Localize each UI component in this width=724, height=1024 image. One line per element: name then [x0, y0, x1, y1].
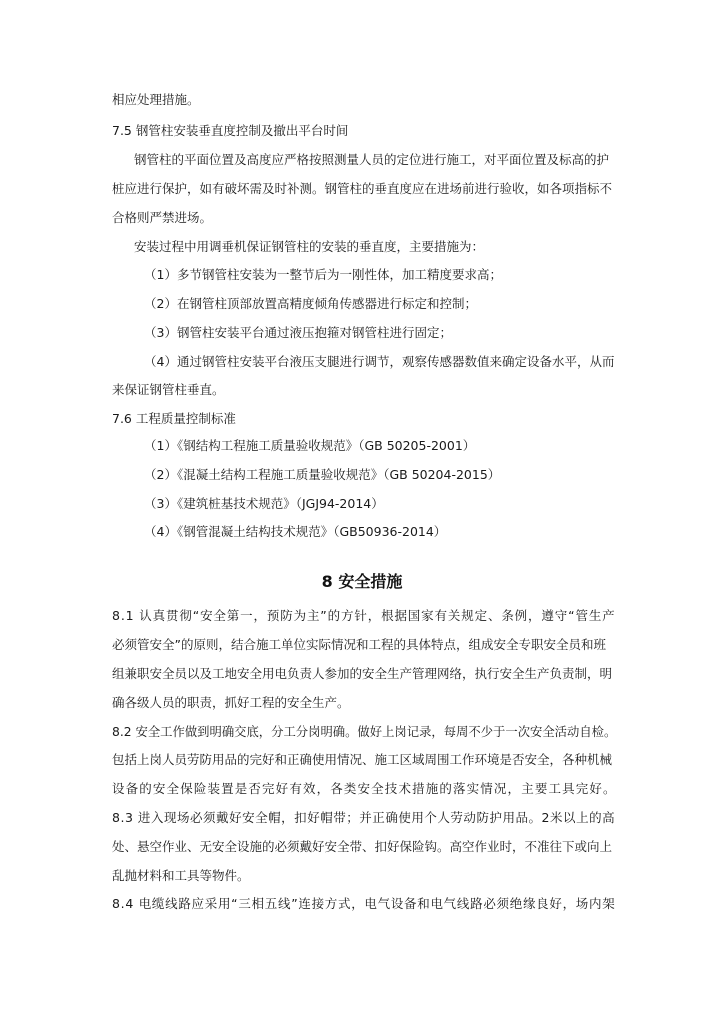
list-item: （2）《混凝土结构工程施工质量验收规范》（GB 50204-2015） [144, 467, 501, 482]
paragraph-line: 8.4 电缆线路应采用“三相五线”连接方式，电气设备和电气线路必须绝缘良好，场内架 [112, 896, 616, 911]
paragraph-line: 处、悬空作业、无安全设施的必须戴好安全带、扣好保险钩。高空作业时，不准往下或向上 [112, 839, 613, 854]
chapter-title: 8 安全措施 [321, 572, 403, 591]
paragraph-line: 8.1 认真贯彻“安全第一，预防为主”的方针，根据国家有关规定、条例，遵守“管生产 [112, 608, 616, 623]
paragraph-line: 桩应进行保护，如有破坏需及时补测。钢管柱的垂直度应在进场前进行验收，如各项指标不 [112, 181, 613, 196]
list-item: （4）通过钢管柱安装平台液压支腿进行调节，观察传感器数值来确定设备水平，从而 [144, 354, 615, 369]
list-item: （1）《钢结构工程施工质量验收规范》（GB 50205-2001） [144, 438, 476, 453]
paragraph-line: 乱抛材料和工具等物件。 [112, 868, 250, 883]
paragraph-line: 8.3 进入现场必须戴好安全帽，扣好帽带；并正确使用个人劳动防护用品。2米以上的高 [112, 810, 616, 825]
paragraph-line: 必须管安全”的原则，结合施工单位实际情况和工程的具体特点，组成安全专职安全员和班 [112, 637, 606, 652]
paragraph-line: 钢管柱的平面位置及高度应严格按照测量人员的定位进行施工，对平面位置及标高的护 [134, 152, 610, 167]
list-item: （2）在钢管柱顶部放置高精度倾角传感器进行标定和控制； [144, 296, 477, 311]
paragraph-line: 相应处理措施。 [112, 92, 200, 107]
list-item: （3）《建筑桩基技术规范》（JGJ94-2014） [144, 496, 384, 511]
paragraph-line: 组兼职安全员以及工地安全用电负责人参加的安全生产管理网络，执行安全生产负责制，明 [112, 666, 613, 681]
section-heading-7-5: 7.5 钢管柱安装垂直度控制及撤出平台时间 [112, 123, 349, 138]
paragraph-line: 包括上岗人员劳防用品的完好和正确使用情况、施工区域周围工作环境是否安全，各种机械 [112, 752, 613, 767]
list-item: （4）《钢管混凝土结构技术规范》（GB50936-2014） [144, 524, 447, 539]
paragraph-line: 8.2 安全工作做到明确交底，分工分岗明确。做好上岗记录，每周不少于一次安全活动自检。 [112, 725, 617, 739]
paragraph-line: 合格则严禁进场。 [112, 210, 213, 225]
paragraph-line: 设备的安全保险装置是否完好有效，各类安全技术措施的落实情况，主要工具完好。 [112, 781, 617, 796]
list-item: （1）多节钢管柱安装为一整节后为一刚性体，加工精度要求高； [144, 267, 502, 282]
paragraph-line: 确各级人员的职责，抓好工程的安全生产。 [112, 695, 350, 710]
paragraph-line: 安装过程中用调垂机保证钢管柱的安装的垂直度，主要措施为： [134, 239, 485, 254]
paragraph-line: 来保证钢管柱垂直。 [112, 382, 225, 397]
section-heading-7-6: 7.6 工程质量控制标准 [112, 411, 236, 426]
list-item: （3）钢管柱安装平台通过液压抱箍对钢管柱进行固定； [144, 325, 452, 340]
